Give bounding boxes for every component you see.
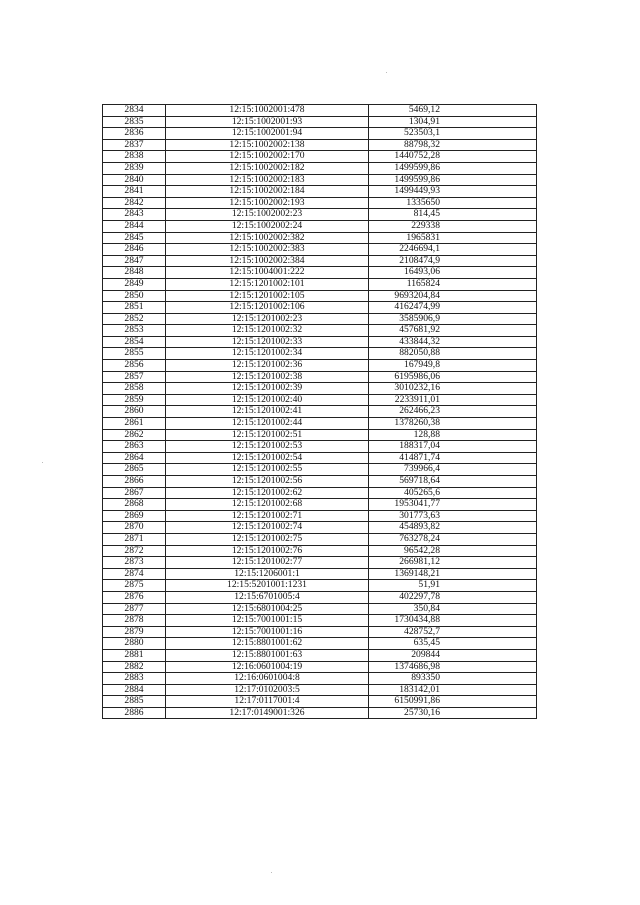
row-number-cell: 2836 [103,128,166,140]
cadastral-number-cell: 12:15:8801001:62 [166,638,369,650]
table-row [103,615,537,627]
row-number-cell: 2839 [103,162,166,174]
value-cell: 1378260,38 [369,418,537,430]
row-number-cell: 2877 [103,603,166,615]
cadastral-number-cell: 12:15:1002002:184 [166,186,369,198]
row-number-cell: 2840 [103,174,166,186]
cadastral-number-cell: 12:15:5201001:1231 [166,580,369,592]
cadastral-number-cell: 12:15:1201002:55 [166,464,369,476]
row-number-cell: 2876 [103,591,166,603]
value-cell: 1440752,28 [369,151,537,163]
row-number-cell: 2841 [103,186,166,198]
value-cell: 350,84 [369,603,537,615]
cadastral-number-cell: 12:17:0149001:326 [166,707,369,719]
table-row [103,557,537,569]
cadastral-number-cell: 12:15:1002001:93 [166,116,369,128]
value-cell: 209844 [369,649,537,661]
table-row [103,302,537,314]
row-number-cell: 2881 [103,649,166,661]
cadastral-number-cell: 12:15:1201002:54 [166,452,369,464]
row-number-cell: 2861 [103,418,166,430]
table-row [103,510,537,522]
table-row [103,162,537,174]
row-number-cell: 2843 [103,209,166,221]
table-row [103,139,537,151]
table-row [103,580,537,592]
value-cell: 266981,12 [369,557,537,569]
table-row [103,174,537,186]
row-number-cell: 2846 [103,244,166,256]
row-number-cell: 2837 [103,139,166,151]
table-row [103,464,537,476]
table-row [103,336,537,348]
table-row [103,244,537,256]
table-row [103,105,537,117]
value-cell: 25730,16 [369,707,537,719]
cadastral-number-cell: 12:15:1201002:32 [166,325,369,337]
row-number-cell: 2864 [103,452,166,464]
row-number-cell: 2848 [103,267,166,279]
table-row [103,383,537,395]
cadastral-number-cell: 12:15:7001001:15 [166,615,369,627]
table-row [103,197,537,209]
cadastral-number-cell: 12:15:1004001:222 [166,267,369,279]
row-number-cell: 2866 [103,476,166,488]
row-number-cell: 2853 [103,325,166,337]
cadastral-number-cell: 12:15:1201002:41 [166,406,369,418]
value-cell: 96542,28 [369,545,537,557]
value-cell: 3010232,16 [369,383,537,395]
cadastral-number-cell: 12:15:1201002:53 [166,441,369,453]
value-cell: 428752,7 [369,626,537,638]
cadastral-number-cell: 12:15:1201002:76 [166,545,369,557]
row-number-cell: 2845 [103,232,166,244]
table-row [103,707,537,719]
value-cell: 262466,23 [369,406,537,418]
value-cell: 9693204,84 [369,290,537,302]
cadastral-number-cell: 12:15:6701005:4 [166,591,369,603]
row-number-cell: 2868 [103,499,166,511]
cadastral-number-cell: 12:15:1201002:34 [166,348,369,360]
row-number-cell: 2878 [103,615,166,627]
table-row [103,128,537,140]
table-row [103,418,537,430]
value-cell: 1499599,86 [369,162,537,174]
row-number-cell: 2880 [103,638,166,650]
cadastral-number-cell: 12:15:1002002:170 [166,151,369,163]
cadastral-number-cell: 12:15:1002002:193 [166,197,369,209]
cadastral-number-cell: 12:15:1201002:71 [166,510,369,522]
table-row [103,116,537,128]
cadastral-number-cell: 12:15:1201002:56 [166,476,369,488]
value-cell: 301773,63 [369,510,537,522]
row-number-cell: 2860 [103,406,166,418]
cadastral-number-cell: 12:15:1201002:74 [166,522,369,534]
cadastral-number-cell: 12:15:1201002:33 [166,336,369,348]
cadastral-number-cell: 12:15:1201002:39 [166,383,369,395]
row-number-cell: 2886 [103,707,166,719]
table-row [103,209,537,221]
value-cell: 635,45 [369,638,537,650]
cadastral-number-cell: 12:15:1002002:383 [166,244,369,256]
value-cell: 1374686,98 [369,661,537,673]
table-row [103,545,537,557]
table-row [103,429,537,441]
row-number-cell: 2872 [103,545,166,557]
row-number-cell: 2867 [103,487,166,499]
value-cell: 1499449,93 [369,186,537,198]
cadastral-number-cell: 12:15:1201002:75 [166,533,369,545]
value-cell: 893350 [369,673,537,685]
row-number-cell: 2856 [103,360,166,372]
table-row [103,476,537,488]
value-cell: 3585906,9 [369,313,537,325]
table-row [103,267,537,279]
row-number-cell: 2857 [103,371,166,383]
row-number-cell: 2862 [103,429,166,441]
scan-speck [42,462,43,463]
table-row [103,232,537,244]
value-cell: 2246694,1 [369,244,537,256]
cadastral-number-cell: 12:15:1002002:382 [166,232,369,244]
value-cell: 1165824 [369,278,537,290]
cadastral-number-cell: 12:15:1002002:182 [166,162,369,174]
cadastral-number-cell: 12:15:1002002:23 [166,209,369,221]
value-cell: 1499599,86 [369,174,537,186]
table-row [103,684,537,696]
value-cell: 188317,04 [369,441,537,453]
row-number-cell: 2869 [103,510,166,522]
cadastral-number-cell: 12:17:0102003:5 [166,684,369,696]
row-number-cell: 2835 [103,116,166,128]
cadastral-number-cell: 12:15:1201002:44 [166,418,369,430]
cadastral-number-cell: 12:15:8801001:63 [166,649,369,661]
table-row [103,591,537,603]
cadastral-number-cell: 12:15:1201002:36 [166,360,369,372]
value-cell: 814,45 [369,209,537,221]
row-number-cell: 2849 [103,278,166,290]
value-cell: 763278,24 [369,533,537,545]
row-number-cell: 2852 [103,313,166,325]
table-row [103,441,537,453]
value-cell: 457681,92 [369,325,537,337]
cadastral-number-cell: 12:15:1002001:94 [166,128,369,140]
table-row [103,661,537,673]
table-row [103,522,537,534]
cadastral-number-cell: 12:15:7001001:16 [166,626,369,638]
value-cell: 6150991,86 [369,696,537,708]
row-number-cell: 2885 [103,696,166,708]
table-row [103,186,537,198]
cadastral-number-cell: 12:15:1201002:101 [166,278,369,290]
value-cell: 1369148,21 [369,568,537,580]
value-cell: 523503,1 [369,128,537,140]
table-row [103,603,537,615]
value-cell: 1730434,88 [369,615,537,627]
row-number-cell: 2858 [103,383,166,395]
table-row [103,649,537,661]
cadastral-number-cell: 12:15:1201002:51 [166,429,369,441]
value-cell: 1965831 [369,232,537,244]
row-number-cell: 2883 [103,673,166,685]
cadastral-number-cell: 12:15:1201002:77 [166,557,369,569]
row-number-cell: 2847 [103,255,166,267]
row-number-cell: 2874 [103,568,166,580]
value-cell: 1953041,77 [369,499,537,511]
cadastral-number-cell: 12:15:1206001:1 [166,568,369,580]
row-number-cell: 2850 [103,290,166,302]
table-body [103,105,537,719]
row-number-cell: 2882 [103,661,166,673]
cadastral-number-cell: 12:16:0601004:19 [166,661,369,673]
row-number-cell: 2875 [103,580,166,592]
row-number-cell: 2842 [103,197,166,209]
cadastral-number-cell: 12:15:1002002:138 [166,139,369,151]
cadastral-number-cell: 12:15:1002002:183 [166,174,369,186]
cadastral-number-cell: 12:15:1201002:106 [166,302,369,314]
table-row [103,290,537,302]
table-row [103,487,537,499]
table-row [103,348,537,360]
cadastral-number-cell: 12:16:0601004:8 [166,673,369,685]
row-number-cell: 2844 [103,220,166,232]
row-number-cell: 2855 [103,348,166,360]
row-number-cell: 2879 [103,626,166,638]
table-row [103,568,537,580]
table-row [103,696,537,708]
table-row [103,151,537,163]
value-cell: 51,91 [369,580,537,592]
value-cell: 433844,32 [369,336,537,348]
row-number-cell: 2854 [103,336,166,348]
value-cell: 454893,82 [369,522,537,534]
table-row [103,371,537,383]
table-row [103,638,537,650]
table-row [103,220,537,232]
cadastral-number-cell: 12:15:1002001:478 [166,105,369,117]
table-row [103,452,537,464]
value-cell: 414871,74 [369,452,537,464]
row-number-cell: 2851 [103,302,166,314]
value-cell: 6195986,06 [369,371,537,383]
row-number-cell: 2859 [103,394,166,406]
value-cell: 183142,01 [369,684,537,696]
table-row [103,360,537,372]
cadastral-number-cell: 12:15:1201002:23 [166,313,369,325]
cadastral-number-cell: 12:15:1201002:105 [166,290,369,302]
value-cell: 2108474,9 [369,255,537,267]
row-number-cell: 2884 [103,684,166,696]
row-number-cell: 2871 [103,533,166,545]
value-cell: 88798,32 [369,139,537,151]
value-cell: 128,88 [369,429,537,441]
scan-speck [271,872,272,873]
value-cell: 5469,12 [369,105,537,117]
cadastral-value-table [102,104,537,719]
value-cell: 229338 [369,220,537,232]
cadastral-number-cell: 12:17:0117001:4 [166,696,369,708]
cadastral-number-cell: 12:15:6801004:25 [166,603,369,615]
value-cell: 1304,91 [369,116,537,128]
value-cell: 569718,64 [369,476,537,488]
cadastral-number-cell: 12:15:1201002:62 [166,487,369,499]
row-number-cell: 2873 [103,557,166,569]
cadastral-number-cell: 12:15:1201002:68 [166,499,369,511]
value-cell: 882050,88 [369,348,537,360]
table-row [103,278,537,290]
cadastral-number-cell: 12:15:1002002:24 [166,220,369,232]
scan-speck [386,72,387,73]
value-cell: 16493,06 [369,267,537,279]
table-row [103,394,537,406]
table-row [103,626,537,638]
value-cell: 1335650 [369,197,537,209]
value-cell: 4162474,99 [369,302,537,314]
table-row [103,533,537,545]
value-cell: 402297,78 [369,591,537,603]
cadastral-number-cell: 12:15:1002002:384 [166,255,369,267]
cadastral-number-cell: 12:15:1201002:38 [166,371,369,383]
value-cell: 739966,4 [369,464,537,476]
table-row [103,406,537,418]
row-number-cell: 2838 [103,151,166,163]
value-cell: 2233911,01 [369,394,537,406]
value-cell: 405265,6 [369,487,537,499]
table-row [103,313,537,325]
cadastral-number-cell: 12:15:1201002:40 [166,394,369,406]
row-number-cell: 2863 [103,441,166,453]
table-row [103,255,537,267]
value-cell: 167949,8 [369,360,537,372]
row-number-cell: 2870 [103,522,166,534]
row-number-cell: 2865 [103,464,166,476]
row-number-cell: 2834 [103,105,166,117]
table-row [103,499,537,511]
table-row [103,673,537,685]
table-row [103,325,537,337]
